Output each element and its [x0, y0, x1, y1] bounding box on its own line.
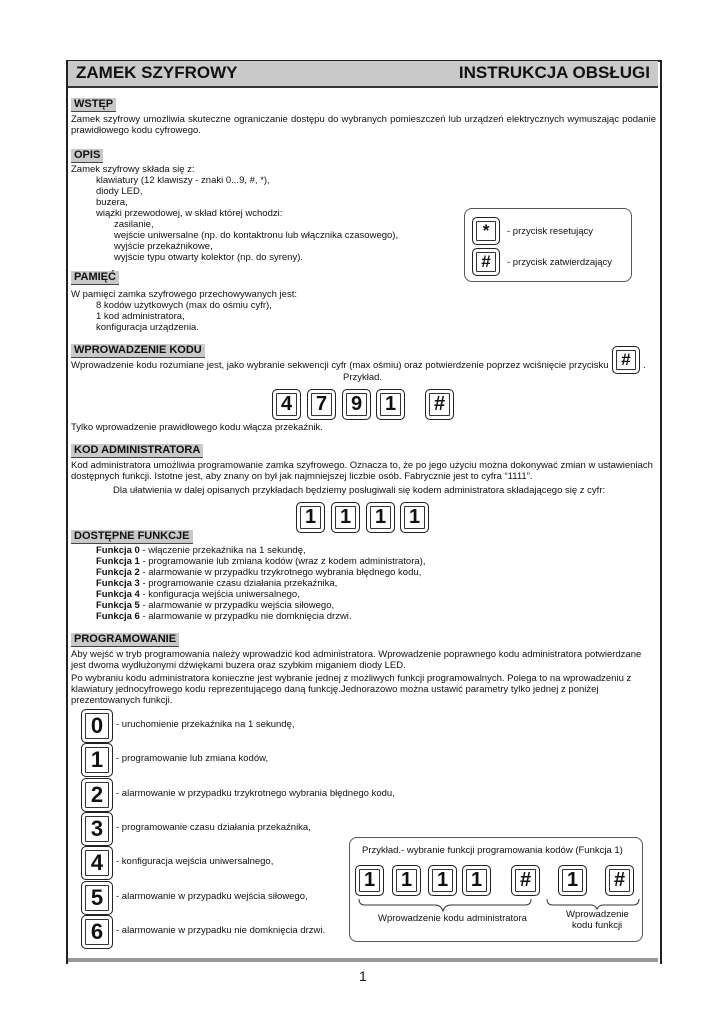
funkcja-item: Funkcja 1 - programowanie lub zmiana kodów (wraz z kodem administratora), — [96, 556, 426, 567]
wprowadzenie-period: . — [643, 360, 646, 371]
example-seq-key: 1 — [558, 865, 587, 896]
example-title: Przykład.- wybranie funkcji programowania kodów (Funkcja 1) — [362, 845, 623, 856]
example-key: 7 — [307, 389, 336, 420]
section-wstep: WSTĘP — [71, 98, 116, 112]
section-opis: OPIS — [71, 149, 103, 163]
admin-line: Dla ułatwienia w dalej opisanych przykładach będziemy posługiwali się kodem administratora składającego się z cyfr: — [113, 485, 606, 496]
section-programowanie: PROGRAMOWANIE — [71, 633, 179, 647]
admin-key: 1 — [366, 502, 395, 533]
reset-key-label: - przycisk resetujący — [507, 226, 594, 237]
confirm-key-label: - przycisk zatwierdzający — [507, 257, 613, 268]
opis-line: wyjście przekaźnikowe, — [114, 241, 213, 252]
confirm-key-icon: # — [472, 248, 500, 276]
function-key: 2 — [81, 778, 113, 812]
function-label: - programowanie czasu działania przekaźnika, — [116, 822, 311, 833]
programowanie-line: Po wybraniu kodu administratora konieczne jest wybranie jednej z możliwych funkcji programowalnych. Polega to na wprowadzeniu z — [71, 673, 632, 684]
reset-key-icon: * — [472, 217, 500, 245]
doc-subtitle: INSTRUKCJA OBSŁUGI — [458, 63, 650, 82]
pamiec-line: 1 kod administratora, — [96, 311, 185, 322]
pamiec-line: 8 kodów użytkowych (max do ośmiu cyfr), — [96, 300, 272, 311]
opis-line: zasilanie, — [114, 219, 154, 230]
programowanie-line: klawiatury jednocyfrowego kodu reprezentującego daną funkcję.Jednorazowo można ustawić parametry tylko jednej z poniżej — [71, 684, 599, 695]
opis-line: wyjście typu otwarty kolektor (np. do syreny). — [114, 252, 304, 263]
bottom-rule — [68, 958, 658, 962]
doc-title: ZAMEK SZYFROWY — [76, 63, 238, 82]
admin-key: 1 — [400, 502, 429, 533]
funkcja-item: Funkcja 5 - alarmowanie w przypadku wejścia siłowego, — [96, 600, 335, 611]
opis-line: wiązki przewodowej, w skład której wchodzi: — [96, 208, 283, 219]
function-key: 5 — [81, 881, 113, 915]
example-label: Przykład. — [343, 372, 383, 383]
function-label: - uruchomienie przekaźnika na 1 sekundę, — [116, 719, 295, 730]
opis-line: buzera, — [96, 197, 128, 208]
pamiec-line: W pamięci zamka szyfrowego przechowywanych jest: — [71, 289, 297, 300]
label-func-code-1: Wprowadzenie — [566, 909, 629, 920]
hash-key-icon: # — [612, 346, 640, 374]
label-func-code-2: kodu funkcji — [572, 920, 623, 931]
example-seq-key: 1 — [355, 865, 384, 896]
opis-line: klawiatury (12 klawiszy - znaki 0...9, #, *), — [96, 175, 270, 186]
admin-line: dostępnych funkcji. Istotne jest, aby znany on był jak najmniejszej liczbie osób. Fabrycznie jest to cyfra “1111”. — [71, 471, 533, 482]
title-bar — [68, 61, 658, 88]
label-admin-code: Wprowadzenie kodu administratora — [378, 913, 527, 924]
function-label: - alarmowanie w przypadku wejścia siłowego, — [116, 891, 308, 902]
example-key: 4 — [272, 389, 301, 420]
example-seq-key: # — [511, 865, 540, 896]
function-label: - konfiguracja wejścia uniwersalnego, — [116, 856, 274, 867]
funkcja-item: Funkcja 4 - konfiguracja wejścia uniwersalnego, — [96, 589, 300, 600]
section-admin: KOD ADMINISTRATORA — [71, 444, 203, 458]
funkcja-item: Funkcja 0 - włączenie przekaźnika na 1 sekundę, — [96, 545, 306, 556]
opis-line: wejście uniwersalne (np. do kontaktronu lub włącznika czasowego), — [114, 230, 399, 241]
admin-line: Kod administratora umożliwia programowanie zamka szyfrowego. Oznacza to, że po jego użyciu można dokonywać zmian w ustawieniach — [71, 460, 653, 471]
function-label: - alarmowanie w przypadku trzykrotnego wybrania błędnego kodu, — [116, 788, 395, 799]
function-key: 3 — [81, 812, 113, 846]
page-number: 1 — [359, 968, 367, 984]
example-key: # — [425, 389, 454, 420]
example-seq-key: 1 — [392, 865, 421, 896]
example-seq-key: 1 — [462, 865, 491, 896]
function-key: 4 — [81, 846, 113, 880]
opis-line: Zamek szyfrowy składa się z: — [71, 164, 195, 175]
wprowadzenie-text: Wprowadzenie kodu rozumiane jest, jako wybranie sekwencji cyfr (max ośmiu) oraz potwierdzenie poprzez wciśnięcie przycisku — [71, 360, 609, 371]
funkcja-item: Funkcja 3 - programowanie czasu działania przekaźnika, — [96, 578, 338, 589]
wstep-text: Zamek szyfrowy umożliwia skuteczne ograniczanie dostępu do wybranych pomieszczeń lub urządzeń elektrycznych wymuszając podanie prawidłowego kodu cyfrowego. — [71, 114, 656, 136]
opis-line: diody LED, — [96, 186, 143, 197]
admin-key: 1 — [331, 502, 360, 533]
example-key: 1 — [376, 389, 405, 420]
example-key: 9 — [342, 389, 371, 420]
funkcja-item: Funkcja 2 - alarmowanie w przypadku trzykrotnego wybrania błędnego kodu, — [96, 567, 422, 578]
programowanie-line: jest dwoma wydłużonymi dźwiękami buzera oraz szybkim miganiem diody LED. — [71, 660, 406, 671]
section-pamiec: PAMIĘĆ — [71, 271, 119, 285]
function-label: - programowanie lub zmiana kodów, — [116, 753, 269, 764]
funkcja-item: Funkcja 6 - alarmowanie w przypadku nie domknięcia drzwi. — [96, 611, 352, 622]
function-key: 6 — [81, 915, 113, 949]
programowanie-line: Aby wejść w tryb programowania należy wprowadzić kod administratora. Wprowadzenie poprawnego kodu administratora potwierdzane — [71, 649, 642, 660]
programowanie-line: prezentowanych funkcji. — [71, 695, 173, 706]
function-key: 0 — [81, 709, 113, 743]
example-seq-key: 1 — [428, 865, 457, 896]
example-seq-key: # — [605, 865, 634, 896]
section-funkcje: DOSTĘPNE FUNKCJE — [71, 530, 193, 544]
admin-key: 1 — [296, 502, 325, 533]
pamiec-line: konfiguracja urządzenia. — [96, 322, 199, 333]
wprowadzenie-note: Tylko wprowadzenie prawidłowego kodu włącza przekaźnik. — [71, 422, 323, 433]
function-key: 1 — [81, 743, 113, 777]
section-wprowadzenie: WPROWADZENIE KODU — [71, 344, 205, 358]
function-label: - alarmowanie w przypadku nie domknięcia drzwi. — [116, 925, 326, 936]
